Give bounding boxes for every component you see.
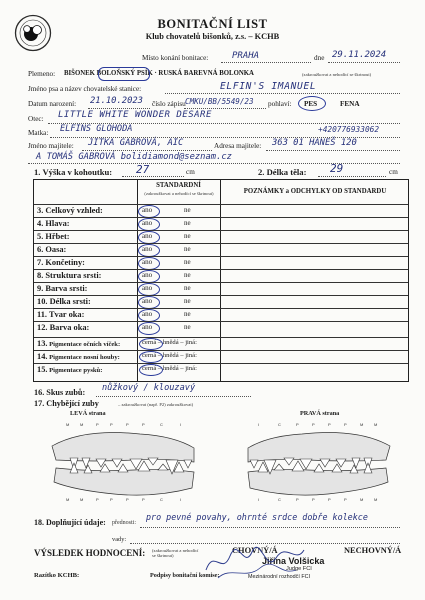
yes-option[interactable]: ano — [142, 323, 153, 331]
left-side-label: LEVÁ strana — [70, 410, 106, 417]
pigment-other-option[interactable]: jiná: — [185, 365, 197, 372]
svg-text:P: P — [312, 422, 315, 427]
sex-label: pohlaví: — [268, 100, 292, 108]
svg-text:P: P — [126, 422, 129, 427]
svg-text:P: P — [296, 422, 299, 427]
yes-option[interactable]: ano — [142, 310, 153, 318]
yes-option[interactable]: ano — [142, 232, 153, 240]
stud-label: číslo zápisu — [152, 100, 186, 108]
height-unit: cm — [186, 168, 195, 176]
svg-text:M: M — [360, 497, 364, 502]
owner-label: Jméno majitele: — [28, 142, 74, 150]
notes-column-head: POZNÁMKY a ODCHYLKY OD STANDARDU — [243, 188, 387, 195]
svg-text:M: M — [80, 497, 84, 502]
pigment-options[interactable]: černá – hnědá – jiná: — [142, 339, 197, 346]
address-label: Adresa majitele: — [214, 142, 262, 150]
no-option[interactable]: ne — [184, 323, 191, 331]
svg-text:P: P — [142, 422, 145, 427]
stamp-label: Razítko KCHB: — [34, 572, 80, 579]
breed-label: Plemeno: — [28, 70, 56, 78]
address-field[interactable]: 363 01 HANEŠ 120 — [272, 138, 357, 148]
svg-text:I: I — [258, 497, 260, 502]
height-field[interactable]: 27 — [136, 163, 150, 176]
yes-option[interactable]: ano — [142, 271, 153, 279]
svg-text:M: M — [374, 422, 378, 427]
date-field[interactable]: 29.11.2024 — [332, 50, 387, 60]
dam-field[interactable]: ELFINS GLOHODA — [60, 124, 133, 134]
no-option[interactable]: ne — [184, 258, 191, 266]
right-jaw-diagram[interactable] — [238, 418, 398, 502]
judge-name: Jiřina Volšicka — [262, 556, 325, 566]
no-option[interactable]: ne — [184, 310, 191, 318]
row-label: 6. Oasa: — [37, 245, 67, 254]
no-option[interactable]: ne — [184, 271, 191, 279]
row-label: 12. Barva oka: — [37, 323, 90, 332]
sex-female-option[interactable]: FENA — [340, 100, 360, 108]
evaluation-row — [34, 295, 408, 309]
signature-label: Podpisy bonitační komise: — [150, 572, 220, 579]
black-selection-mark — [139, 351, 163, 363]
pigment-black-option[interactable]: černá — [142, 339, 157, 346]
place-field[interactable]: PRAHA — [232, 51, 260, 61]
svg-text:P: P — [110, 422, 113, 427]
svg-text:P: P — [328, 497, 331, 502]
evaluation-row — [34, 204, 408, 218]
result-hint: (zakroužkovat a nehodící se škrtnout) — [152, 548, 199, 559]
row-label: 9. Barva srsti: — [37, 284, 88, 293]
svg-text:I: I — [180, 497, 182, 502]
extra-hint: přednosti: — [112, 520, 136, 526]
svg-text:C: C — [160, 422, 163, 427]
extra-label: 18. Doplňující údaje: — [34, 518, 106, 527]
svg-text:P: P — [328, 422, 331, 427]
right-side-label: PRAVÁ strana — [300, 410, 340, 417]
svg-text:P: P — [96, 422, 99, 427]
pigment-other-option[interactable]: jiná: — [185, 339, 197, 346]
svg-text:P: P — [344, 497, 347, 502]
svg-text:P: P — [296, 497, 299, 502]
row-label: 4. Hlava: — [37, 219, 70, 228]
pigment-row — [34, 363, 408, 375]
yes-option[interactable]: ano — [142, 258, 153, 266]
evaluation-row — [34, 243, 408, 257]
no-option[interactable]: ne — [184, 219, 191, 227]
phone-field[interactable]: +420776933062 — [318, 125, 380, 134]
svg-text:C: C — [160, 497, 163, 502]
dog-name-field[interactable]: ELFIN'S IMANUEL — [220, 81, 317, 92]
bite-label: 16. Skus zubů: — [34, 388, 86, 397]
row-label: 7. Končetiny: — [37, 258, 85, 267]
no-option[interactable]: ne — [184, 232, 191, 240]
length-label: 2. Délka těla: — [258, 167, 307, 177]
svg-text:M: M — [66, 422, 70, 427]
no-option[interactable]: ne — [184, 206, 191, 214]
svg-text:I: I — [180, 422, 182, 427]
pigment-label: 13. Pigmentace očních víček: — [37, 339, 121, 348]
birth-field[interactable]: 21.10.2023 — [90, 96, 143, 106]
bite-field[interactable]: nůžkový / klouzavý — [102, 383, 196, 393]
row-label: 5. Hřbet: — [37, 232, 70, 241]
extra-field[interactable]: pro pevné povahy, ohrnté srdce dobře kolekce — [146, 512, 368, 522]
svg-text:C: C — [278, 497, 281, 502]
evaluation-row — [34, 256, 408, 270]
svg-text:P: P — [312, 497, 315, 502]
pigment-row — [34, 350, 408, 362]
standard-column-hint: (zakroužkovat a nehodící se škrtnout) — [144, 191, 214, 196]
height-label: 1. Výška v kohoutku: — [34, 167, 113, 177]
breed-hint: (zakroužkovat a nehodící se škrtnout) — [302, 72, 372, 77]
standard-column-head: STANDARDNÍ — [156, 182, 201, 189]
faults-label: vady: — [112, 536, 127, 543]
commission-signature — [200, 540, 330, 582]
birth-label: Datum narození: — [28, 100, 77, 108]
sex-selection-mark — [298, 96, 326, 111]
place-label: Místo konání bonitace: — [142, 54, 209, 62]
stud-field[interactable]: CMKU/BB/5549/23 — [185, 97, 254, 106]
yes-option[interactable]: ano — [142, 297, 153, 305]
length-unit: cm — [389, 168, 398, 176]
no-option[interactable]: ne — [184, 284, 191, 292]
pigment-label: 15. Pigmentace pysků: — [37, 365, 103, 374]
black-selection-mark — [139, 338, 163, 350]
evaluation-row — [34, 282, 408, 296]
result-nonbreeding-option[interactable]: NECHOVNÝ/Á — [344, 546, 402, 555]
yes-option[interactable]: ano — [142, 284, 153, 292]
judge-title: Judge FCI — [286, 566, 312, 572]
pigment-options[interactable]: černá – hnědá – jiná: — [142, 365, 197, 372]
result-breeding-option[interactable]: CHOVNÝ/Á — [232, 546, 278, 555]
evaluation-row — [34, 269, 408, 283]
no-option[interactable]: ne — [184, 297, 191, 305]
yes-option[interactable]: ano — [142, 206, 153, 214]
svg-text:P: P — [142, 497, 145, 502]
pigment-options[interactable]: černá – hnědá – jiná: — [142, 352, 197, 359]
missing-teeth-label: 17. Chybějící zuby — [34, 399, 99, 408]
owner2-field[interactable]: A TOMÁŠ GABROVÁ bolidiamond@seznam.cz — [36, 152, 232, 162]
svg-text:M: M — [80, 422, 84, 427]
svg-text:M: M — [360, 422, 364, 427]
pigment-other-option[interactable]: jiná: — [185, 352, 197, 359]
yes-option[interactable]: ano — [142, 219, 153, 227]
sire-label: Otec: — [28, 115, 44, 123]
station-label: Jméno psa a název chovatelské stanice: — [28, 85, 142, 93]
evaluation-row — [34, 308, 408, 322]
form-title: BONITAČNÍ LIST — [157, 17, 268, 31]
pigment-brown-option[interactable]: hnědá — [162, 352, 179, 359]
svg-text:M: M — [66, 497, 70, 502]
sire-field[interactable]: LITTLE WHITE WONDER DESARE — [58, 110, 212, 120]
row-label: 10. Délka srsti: — [37, 297, 91, 306]
date-label: dne — [314, 54, 325, 62]
result-label: VÝSLEDEK HODNOCENÍ: — [34, 548, 146, 558]
pigment-brown-option[interactable]: hnědá — [162, 339, 179, 346]
missing-teeth-hint: – zakroužkovat (např. P2) zakroužkovat) — [118, 402, 194, 407]
row-label: 8. Struktura srsti: — [37, 271, 102, 280]
evaluation-row — [34, 321, 408, 335]
svg-text:I: I — [258, 422, 260, 427]
left-jaw-diagram[interactable] — [44, 418, 204, 502]
length-field[interactable]: 29 — [330, 162, 344, 175]
pigment-black-option[interactable]: černá — [142, 352, 157, 359]
yes-option[interactable]: ano — [142, 245, 153, 253]
sex-male-option[interactable]: PES — [304, 100, 318, 108]
breed-options[interactable]: BIŠONEK BOLOŇSKÝ PSÍK · RUSKÁ BAREVNÁ BOLONKA — [64, 70, 254, 77]
evaluation-row — [34, 217, 408, 231]
pigment-black-option[interactable]: černá — [142, 365, 157, 372]
dam-label: Matka: — [28, 129, 49, 137]
svg-text:P: P — [110, 497, 113, 502]
owner-field[interactable]: JITKA GABROVÁ, AIC — [88, 138, 184, 148]
judge-subtitle: Mezinárodní rozhodčí FCI — [248, 574, 311, 580]
row-label: 3. Celkový vzhled: — [37, 206, 103, 215]
pigment-label: 14. Pigmentace nosní houby: — [37, 352, 120, 361]
svg-text:M: M — [374, 497, 378, 502]
svg-text:P: P — [126, 497, 129, 502]
evaluation-row — [34, 230, 408, 244]
pigment-row — [34, 337, 408, 349]
pigment-brown-option[interactable]: hnědá — [162, 365, 179, 372]
row-label: 11. Tvar oka: — [37, 310, 85, 319]
evaluation-table — [33, 179, 409, 382]
yes-selection-mark — [138, 322, 160, 335]
breed-selection-mark — [98, 67, 150, 81]
svg-text:P: P — [96, 497, 99, 502]
svg-text:P: P — [344, 422, 347, 427]
svg-text:C: C — [278, 422, 281, 427]
form-subtitle: Klub chovatelů bišonků, z.s. – KCHB — [145, 32, 280, 41]
no-option[interactable]: ne — [184, 245, 191, 253]
black-selection-mark — [139, 364, 163, 376]
